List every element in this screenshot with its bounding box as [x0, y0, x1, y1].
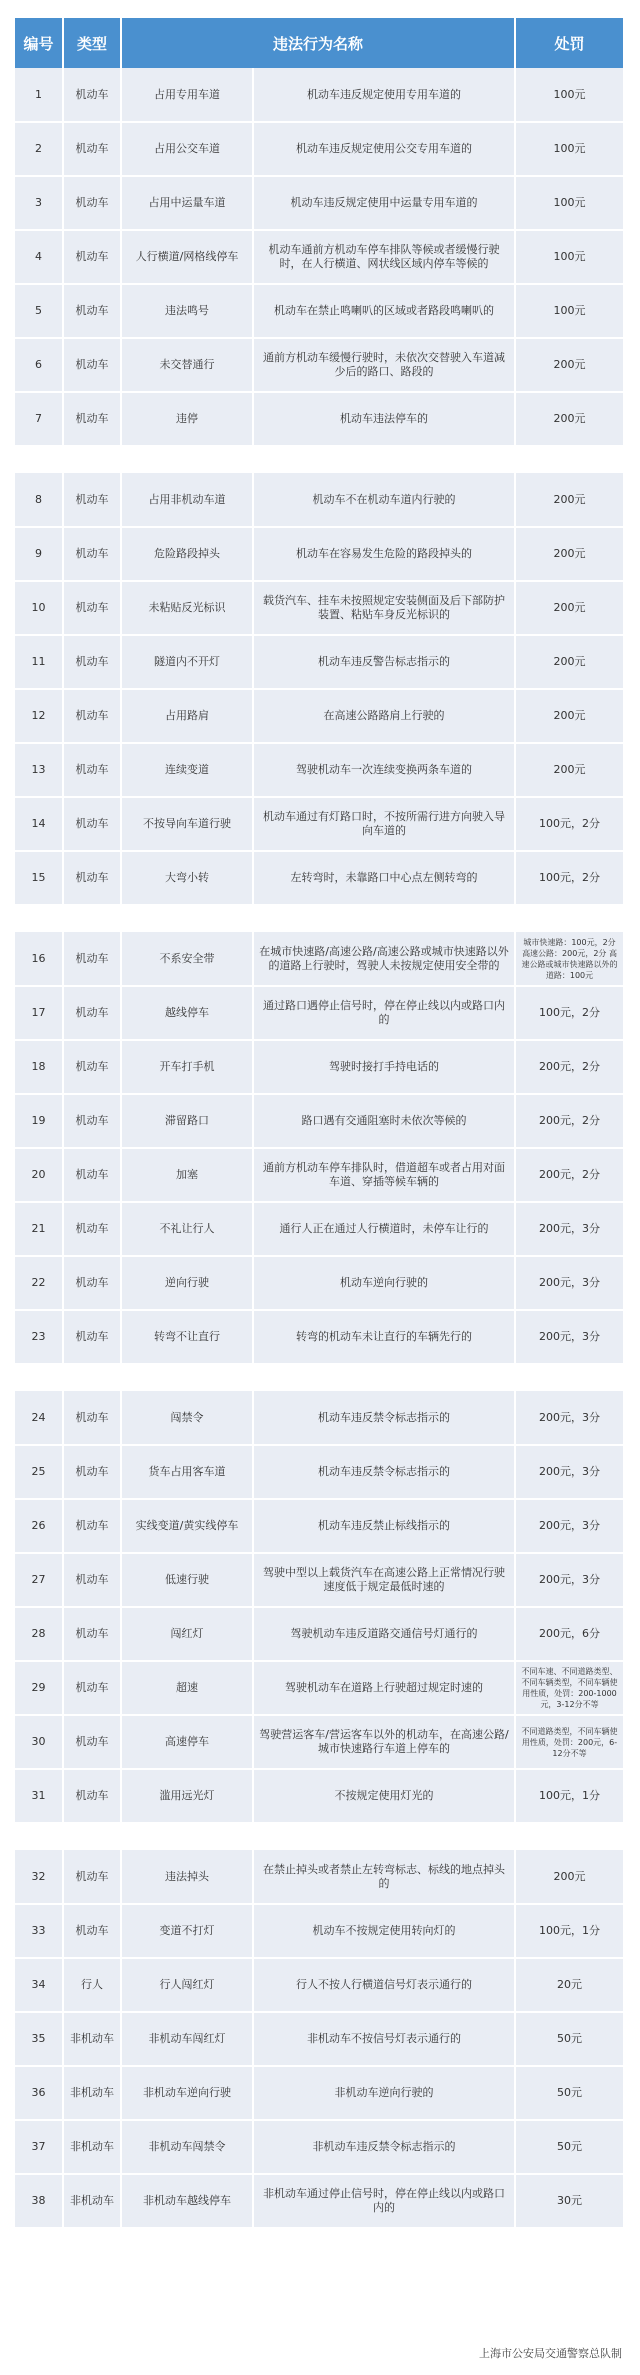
row-penalty-cell: 200元，3分: [515, 1445, 623, 1499]
table-row: [15, 527, 623, 581]
row-penalty-cell: 不同车速、不同道路类型、不同车辆类型，不同车辆使用性质，处罚：200-1000元，3-12分不等: [515, 1661, 623, 1715]
row-description-cell: 机动车逆向行驶的: [253, 1256, 515, 1310]
row-type-cell: 机动车: [63, 473, 121, 527]
row-number-cell: 13: [15, 743, 63, 797]
table-row: [15, 1904, 623, 1958]
row-type-cell: 机动车: [63, 1391, 121, 1445]
table-row: [15, 581, 623, 635]
row-number-cell: 20: [15, 1148, 63, 1202]
row-number-cell: 12: [15, 689, 63, 743]
row-number-cell: 10: [15, 581, 63, 635]
row-violation-name-cell: 连续变道: [121, 743, 253, 797]
row-penalty-cell: 20元: [515, 1958, 623, 2012]
row-violation-name-cell: 未粘贴反光标识: [121, 581, 253, 635]
row-description-cell: 非机动车逆向行驶的: [253, 2066, 515, 2120]
row-type-cell: 机动车: [63, 1040, 121, 1094]
row-number-cell: 31: [15, 1769, 63, 1823]
row-description-cell: 机动车不在机动车道内行驶的: [253, 473, 515, 527]
row-number-cell: 5: [15, 284, 63, 338]
row-number-cell: 8: [15, 473, 63, 527]
row-type-cell: 机动车: [63, 392, 121, 446]
row-penalty-cell: 100元: [515, 284, 623, 338]
row-penalty-cell: 30元: [515, 2174, 623, 2228]
row-violation-name-cell: 未交替通行: [121, 338, 253, 392]
group-separator-cell: [15, 446, 623, 473]
table-row: [15, 689, 623, 743]
row-number-cell: 21: [15, 1202, 63, 1256]
row-type-cell: 机动车: [63, 1904, 121, 1958]
table-header-row: [15, 18, 623, 68]
row-description-cell: 在城市快速路/高速公路/高速公路或城市快速路以外的道路上行驶时，驾驶人未按规定使用安全带的: [253, 932, 515, 986]
row-type-cell: 非机动车: [63, 2174, 121, 2228]
row-description-cell: 机动车违法停车的: [253, 392, 515, 446]
row-penalty-cell: 100元: [515, 230, 623, 284]
table-row: [15, 932, 623, 986]
row-type-cell: 非机动车: [63, 2120, 121, 2174]
table-row: [15, 284, 623, 338]
header-penalty: 处罚: [515, 18, 623, 68]
row-violation-name-cell: 人行横道/网格线停车: [121, 230, 253, 284]
row-type-cell: 机动车: [63, 581, 121, 635]
row-violation-name-cell: 行人闯红灯: [121, 1958, 253, 2012]
row-description-cell: 驾驶营运客车/营运客车以外的机动车，在高速公路/城市快速路行车道上停车的: [253, 1715, 515, 1769]
row-violation-name-cell: 滥用远光灯: [121, 1769, 253, 1823]
row-type-cell: 机动车: [63, 1553, 121, 1607]
row-penalty-cell: 不同道路类型，不同车辆使用性质，处罚：200元，6-12分不等: [515, 1715, 623, 1769]
row-violation-name-cell: 实线变道/黄实线停车: [121, 1499, 253, 1553]
table-row: [15, 1715, 623, 1769]
row-number-cell: 29: [15, 1661, 63, 1715]
row-number-cell: 1: [15, 68, 63, 122]
row-number-cell: 14: [15, 797, 63, 851]
row-penalty-cell: 200元: [515, 338, 623, 392]
row-description-cell: 机动车违反禁令标志指示的: [253, 1445, 515, 1499]
row-description-cell: 机动车违反警告标志指示的: [253, 635, 515, 689]
row-type-cell: 机动车: [63, 1445, 121, 1499]
table-row: [15, 122, 623, 176]
row-penalty-cell: 100元，1分: [515, 1904, 623, 1958]
row-type-cell: 机动车: [63, 1661, 121, 1715]
row-violation-name-cell: 低速行驶: [121, 1553, 253, 1607]
row-number-cell: 2: [15, 122, 63, 176]
row-penalty-cell: 200元，3分: [515, 1499, 623, 1553]
row-violation-name-cell: 不系安全带: [121, 932, 253, 986]
table-row: [15, 2066, 623, 2120]
table-body: [15, 68, 623, 2228]
row-penalty-cell: 200元: [515, 527, 623, 581]
row-type-cell: 机动车: [63, 1094, 121, 1148]
table-row: [15, 1445, 623, 1499]
row-description-cell: 非机动车不按信号灯表示通行的: [253, 2012, 515, 2066]
row-description-cell: 路口遇有交通阻塞时未依次等候的: [253, 1094, 515, 1148]
row-number-cell: 28: [15, 1607, 63, 1661]
row-type-cell: 机动车: [63, 1769, 121, 1823]
row-number-cell: 9: [15, 527, 63, 581]
row-number-cell: 38: [15, 2174, 63, 2228]
row-violation-name-cell: 开车打手机: [121, 1040, 253, 1094]
row-description-cell: 通前方机动车停车排队时，借道超车或者占用对面车道、穿插等候车辆的: [253, 1148, 515, 1202]
row-type-cell: 机动车: [63, 338, 121, 392]
group-separator: [15, 446, 623, 473]
row-penalty-cell: 200元，6分: [515, 1607, 623, 1661]
row-violation-name-cell: 占用专用车道: [121, 68, 253, 122]
table-row: [15, 1148, 623, 1202]
row-violation-name-cell: 占用中运量车道: [121, 176, 253, 230]
row-description-cell: 通过路口遇停止信号时，停在停止线以内或路口内的: [253, 986, 515, 1040]
row-type-cell: 机动车: [63, 635, 121, 689]
header-violation-name: 违法行为名称: [121, 18, 515, 68]
group-separator-cell: [15, 905, 623, 932]
table-row: [15, 1607, 623, 1661]
row-description-cell: 在禁止掉头或者禁止左转弯标志、标线的地点掉头的: [253, 1850, 515, 1904]
row-description-cell: 转弯的机动车未让直行的车辆先行的: [253, 1310, 515, 1364]
table-row: [15, 635, 623, 689]
row-violation-name-cell: 违法掉头: [121, 1850, 253, 1904]
row-type-cell: 机动车: [63, 932, 121, 986]
row-description-cell: 驾驶机动车在道路上行驶超过规定时速的: [253, 1661, 515, 1715]
row-penalty-cell: 200元: [515, 1850, 623, 1904]
row-number-cell: 35: [15, 2012, 63, 2066]
row-penalty-cell: 50元: [515, 2120, 623, 2174]
table-row: [15, 2012, 623, 2066]
table-row: [15, 1094, 623, 1148]
row-type-cell: 机动车: [63, 176, 121, 230]
row-description-cell: 机动车违反禁令标志指示的: [253, 1391, 515, 1445]
row-type-cell: 非机动车: [63, 2012, 121, 2066]
row-number-cell: 30: [15, 1715, 63, 1769]
row-violation-name-cell: 超速: [121, 1661, 253, 1715]
row-number-cell: 16: [15, 932, 63, 986]
table-row: [15, 1661, 623, 1715]
row-violation-name-cell: 不按导向车道行驶: [121, 797, 253, 851]
row-type-cell: 机动车: [63, 230, 121, 284]
row-number-cell: 18: [15, 1040, 63, 1094]
table-row: [15, 1769, 623, 1823]
row-description-cell: 机动车违反禁止标线指示的: [253, 1499, 515, 1553]
row-violation-name-cell: 转弯不让直行: [121, 1310, 253, 1364]
row-violation-name-cell: 危险路段掉头: [121, 527, 253, 581]
row-number-cell: 15: [15, 851, 63, 905]
row-penalty-cell: 城市快速路：100元，2分 高速公路：200元，2分 高速公路或城市快速路以外的道路：100元: [515, 932, 623, 986]
row-description-cell: 驾驶中型以上载货汽车在高速公路上正常情况行驶速度低于规定最低时速的: [253, 1553, 515, 1607]
row-type-cell: 非机动车: [63, 2066, 121, 2120]
row-description-cell: 驾驶时接打手持电话的: [253, 1040, 515, 1094]
row-violation-name-cell: 高速停车: [121, 1715, 253, 1769]
row-description-cell: 左转弯时，未靠路口中心点左侧转弯的: [253, 851, 515, 905]
row-type-cell: 机动车: [63, 743, 121, 797]
row-penalty-cell: 200元，3分: [515, 1553, 623, 1607]
row-number-cell: 25: [15, 1445, 63, 1499]
row-violation-name-cell: 违停: [121, 392, 253, 446]
table-row: [15, 851, 623, 905]
row-violation-name-cell: 占用路肩: [121, 689, 253, 743]
row-violation-name-cell: 越线停车: [121, 986, 253, 1040]
group-separator: [15, 1364, 623, 1391]
row-penalty-cell: 50元: [515, 2066, 623, 2120]
row-description-cell: 机动车在禁止鸣喇叭的区域或者路段鸣喇叭的: [253, 284, 515, 338]
row-number-cell: 33: [15, 1904, 63, 1958]
row-type-cell: 机动车: [63, 1607, 121, 1661]
row-type-cell: 机动车: [63, 1148, 121, 1202]
row-number-cell: 34: [15, 1958, 63, 2012]
row-type-cell: 机动车: [63, 284, 121, 338]
row-description-cell: 机动车通过有灯路口时，不按所需行进方向驶入导向车道的: [253, 797, 515, 851]
row-type-cell: 机动车: [63, 1499, 121, 1553]
table-row: [15, 1040, 623, 1094]
row-penalty-cell: 200元: [515, 635, 623, 689]
row-type-cell: 机动车: [63, 797, 121, 851]
row-penalty-cell: 200元，2分: [515, 1094, 623, 1148]
row-type-cell: 机动车: [63, 1715, 121, 1769]
row-penalty-cell: 200元: [515, 581, 623, 635]
row-number-cell: 22: [15, 1256, 63, 1310]
row-description-cell: 机动车通前方机动车停车排队等候或者缓慢行驶时，在人行横道、网状线区域内停车等候的: [253, 230, 515, 284]
row-type-cell: 机动车: [63, 122, 121, 176]
row-number-cell: 7: [15, 392, 63, 446]
row-violation-name-cell: 占用非机动车道: [121, 473, 253, 527]
row-type-cell: 机动车: [63, 689, 121, 743]
row-type-cell: 机动车: [63, 1850, 121, 1904]
row-number-cell: 24: [15, 1391, 63, 1445]
violations-table: [15, 18, 623, 2229]
row-violation-name-cell: 隧道内不开灯: [121, 635, 253, 689]
group-separator: [15, 1823, 623, 1850]
row-number-cell: 17: [15, 986, 63, 1040]
row-type-cell: 机动车: [63, 986, 121, 1040]
row-violation-name-cell: 逆向行驶: [121, 1256, 253, 1310]
table-row: [15, 230, 623, 284]
table-row: [15, 176, 623, 230]
row-penalty-cell: 100元，1分: [515, 1769, 623, 1823]
row-penalty-cell: 200元: [515, 392, 623, 446]
row-number-cell: 4: [15, 230, 63, 284]
row-violation-name-cell: 非机动车闯禁令: [121, 2120, 253, 2174]
row-penalty-cell: 200元，3分: [515, 1310, 623, 1364]
row-description-cell: 机动车违反规定使用专用车道的: [253, 68, 515, 122]
row-violation-name-cell: 闯红灯: [121, 1607, 253, 1661]
row-violation-name-cell: 大弯小转: [121, 851, 253, 905]
row-penalty-cell: 200元: [515, 689, 623, 743]
row-penalty-cell: 100元，2分: [515, 851, 623, 905]
row-violation-name-cell: 非机动车越线停车: [121, 2174, 253, 2228]
row-type-cell: 机动车: [63, 1256, 121, 1310]
row-penalty-cell: 200元，2分: [515, 1040, 623, 1094]
row-description-cell: 机动车违反规定使用公交专用车道的: [253, 122, 515, 176]
row-penalty-cell: 100元，2分: [515, 797, 623, 851]
row-type-cell: 机动车: [63, 1310, 121, 1364]
row-description-cell: 在高速公路路肩上行驶的: [253, 689, 515, 743]
row-description-cell: 驾驶机动车一次连续变换两条车道的: [253, 743, 515, 797]
table-row: [15, 473, 623, 527]
row-number-cell: 19: [15, 1094, 63, 1148]
table-row: [15, 2174, 623, 2228]
table-row: [15, 1256, 623, 1310]
row-violation-name-cell: 非机动车逆向行驶: [121, 2066, 253, 2120]
row-type-cell: 机动车: [63, 1202, 121, 1256]
row-number-cell: 32: [15, 1850, 63, 1904]
group-separator-cell: [15, 1364, 623, 1391]
table-row: [15, 1202, 623, 1256]
row-type-cell: 机动车: [63, 68, 121, 122]
row-number-cell: 36: [15, 2066, 63, 2120]
row-penalty-cell: 200元: [515, 473, 623, 527]
row-violation-name-cell: 加塞: [121, 1148, 253, 1202]
row-number-cell: 3: [15, 176, 63, 230]
row-number-cell: 6: [15, 338, 63, 392]
table-row: [15, 1499, 623, 1553]
table-row: [15, 743, 623, 797]
row-description-cell: 非机动车违反禁令标志指示的: [253, 2120, 515, 2174]
header-number: 编号: [15, 18, 63, 68]
row-penalty-cell: 100元: [515, 68, 623, 122]
group-separator: [15, 905, 623, 932]
row-penalty-cell: 200元: [515, 743, 623, 797]
table-row: [15, 1958, 623, 2012]
row-penalty-cell: 200元，3分: [515, 1256, 623, 1310]
header-type: 类型: [63, 18, 121, 68]
row-violation-name-cell: 滞留路口: [121, 1094, 253, 1148]
row-description-cell: 通前方机动车缓慢行驶时，未依次交替驶入车道减少后的路口、路段的: [253, 338, 515, 392]
row-penalty-cell: 100元: [515, 176, 623, 230]
row-number-cell: 37: [15, 2120, 63, 2174]
row-description-cell: 机动车违反规定使用中运量专用车道的: [253, 176, 515, 230]
row-penalty-cell: 200元，3分: [515, 1391, 623, 1445]
row-number-cell: 26: [15, 1499, 63, 1553]
row-type-cell: 机动车: [63, 851, 121, 905]
row-violation-name-cell: 非机动车闯红灯: [121, 2012, 253, 2066]
row-description-cell: 驾驶机动车违反道路交通信号灯通行的: [253, 1607, 515, 1661]
row-number-cell: 23: [15, 1310, 63, 1364]
row-description-cell: 载货汽车、挂车未按照规定安装侧面及后下部防护装置、粘贴车身反光标识的: [253, 581, 515, 635]
row-violation-name-cell: 占用公交车道: [121, 122, 253, 176]
row-penalty-cell: 200元，3分: [515, 1202, 623, 1256]
table-row: [15, 797, 623, 851]
table-row: [15, 1391, 623, 1445]
row-number-cell: 11: [15, 635, 63, 689]
row-penalty-cell: 50元: [515, 2012, 623, 2066]
row-description-cell: 通行人正在通过人行横道时，未停车让行的: [253, 1202, 515, 1256]
row-description-cell: 非机动车通过停止信号时，停在停止线以内或路口内的: [253, 2174, 515, 2228]
row-number-cell: 27: [15, 1553, 63, 1607]
row-violation-name-cell: 闯禁令: [121, 1391, 253, 1445]
table-row: [15, 1553, 623, 1607]
row-violation-name-cell: 不礼让行人: [121, 1202, 253, 1256]
table-row: [15, 986, 623, 1040]
table-row: [15, 68, 623, 122]
row-violation-name-cell: 变道不打灯: [121, 1904, 253, 1958]
group-separator-cell: [15, 1823, 623, 1850]
row-penalty-cell: 100元，2分: [515, 986, 623, 1040]
row-penalty-cell: 200元，2分: [515, 1148, 623, 1202]
row-violation-name-cell: 违法鸣号: [121, 284, 253, 338]
row-penalty-cell: 100元: [515, 122, 623, 176]
table-row: [15, 2120, 623, 2174]
row-description-cell: 机动车在容易发生危险的路段掉头的: [253, 527, 515, 581]
table-row: [15, 1310, 623, 1364]
row-type-cell: 行人: [63, 1958, 121, 2012]
row-description-cell: 行人不按人行横道信号灯表示通行的: [253, 1958, 515, 2012]
table-row: [15, 338, 623, 392]
row-violation-name-cell: 货车占用客车道: [121, 1445, 253, 1499]
table-row: [15, 1850, 623, 1904]
table-row: [15, 392, 623, 446]
row-description-cell: 不按规定使用灯光的: [253, 1769, 515, 1823]
footer-credit: 上海市公安局交通警察总队制: [479, 2347, 622, 2360]
row-type-cell: 机动车: [63, 527, 121, 581]
row-description-cell: 机动车不按规定使用转向灯的: [253, 1904, 515, 1958]
